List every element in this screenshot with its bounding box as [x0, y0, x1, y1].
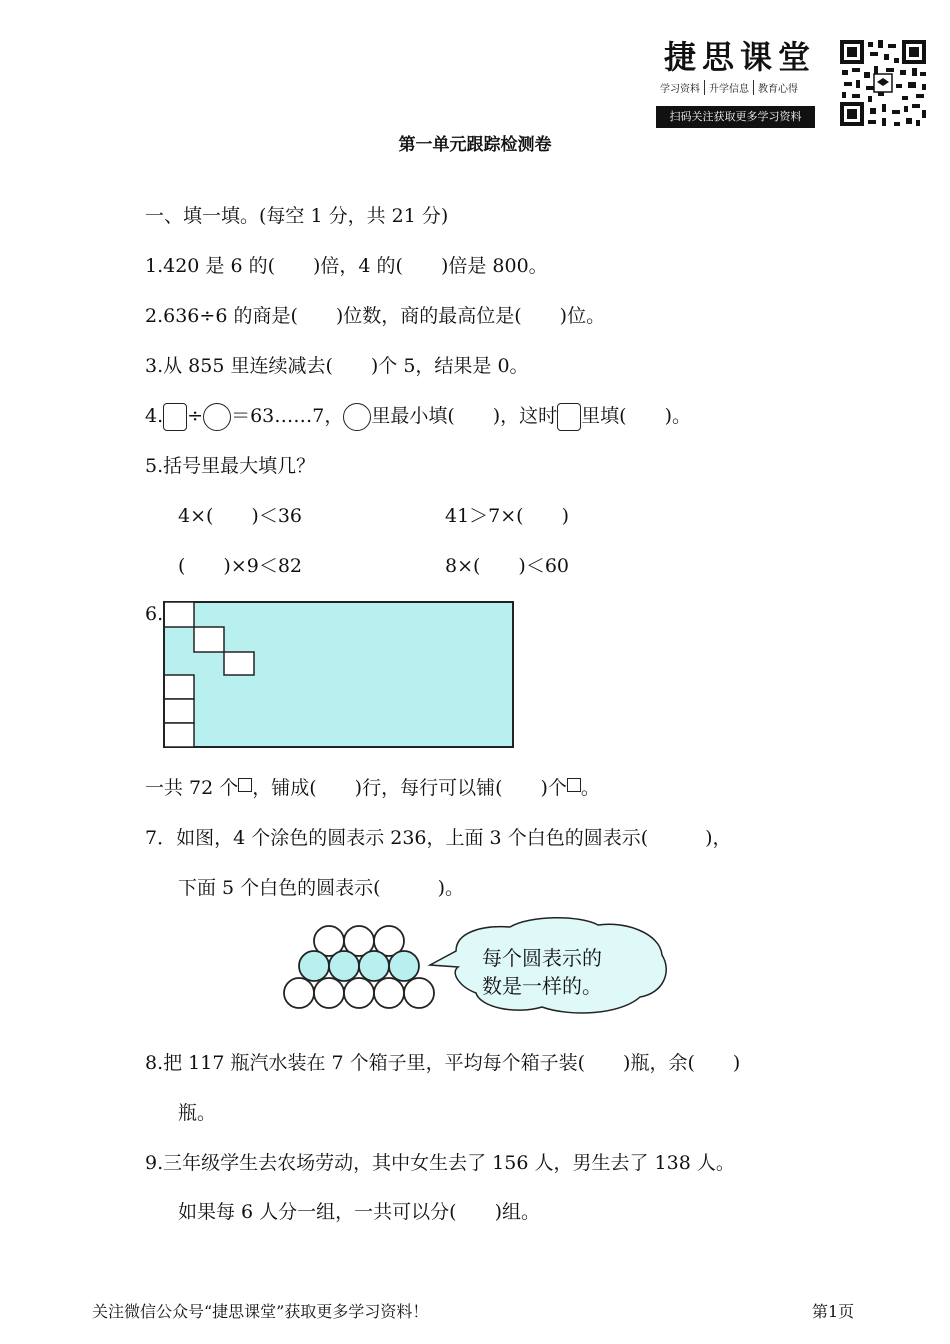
blank-circle-icon — [203, 403, 231, 431]
tiling-diagram — [160, 598, 518, 752]
question-6-number: 6. — [145, 603, 164, 625]
divide-sign: ÷ — [187, 405, 204, 427]
question-4-number: 4. — [145, 405, 164, 427]
question-4-equation: ＝63……7， — [231, 405, 344, 427]
shaded-circle — [299, 951, 329, 981]
qr-code-icon — [838, 38, 928, 128]
brand-category: 学习资料 — [656, 80, 705, 95]
brand-category: 教育心得 — [758, 84, 798, 95]
question-2: 2.636÷6 的商是( )位数，商的最高位是( )位。 — [145, 305, 606, 327]
white-circle — [344, 978, 374, 1008]
circles-diagram — [280, 915, 670, 1025]
question-6-text-2: ，铺成( )行，每行可以铺( )个 — [252, 777, 567, 799]
tile-square — [164, 602, 194, 627]
tile-square — [164, 699, 194, 723]
question-3: 3.从 855 里连续减去( )个 5，结果是 0。 — [145, 355, 529, 377]
question-6-text-1: 一共 72 个 — [145, 777, 239, 799]
question-8-line-2: 瓶。 — [178, 1102, 217, 1124]
blank-square-icon — [163, 403, 187, 431]
question-5b: 41＞7×( ) — [445, 505, 570, 527]
question-5: 5.括号里最大填几？ — [145, 455, 316, 477]
brand-name: 捷思课堂 — [664, 38, 817, 76]
shaded-circle — [359, 951, 389, 981]
question-5a: 4×( )＜36 — [178, 505, 303, 527]
brand-category: 升学信息 — [705, 80, 754, 95]
small-square-icon — [238, 778, 252, 792]
question-6-text — [145, 776, 600, 800]
blank-circle-icon — [343, 403, 371, 431]
question-5c: ( )×9＜82 — [178, 555, 303, 577]
page-number: 第1页 — [812, 1302, 855, 1321]
bubble-text-1: 每个圆表示的 — [482, 946, 602, 970]
question-6-text-3: 。 — [580, 777, 600, 799]
question-9-line-2: 如果每 6 人分一组，一共可以分( )组。 — [178, 1201, 540, 1223]
question-5d: 8×( )＜60 — [445, 555, 570, 577]
shaded-circle — [389, 951, 419, 981]
blank-square-icon — [557, 403, 581, 431]
small-square-icon — [567, 778, 581, 792]
brand-slogan: 扫码关注获取更多学习资料 — [656, 106, 815, 128]
tile-square — [164, 723, 194, 747]
page-title: 第一单元跟踪检测卷 — [398, 135, 552, 155]
tile-square — [194, 627, 224, 652]
shaded-circle — [329, 951, 359, 981]
question-9-line-1: 9.三年级学生去农场劳动，其中女生去了 156 人，男生去了 138 人。 — [145, 1152, 735, 1174]
section-heading: 一、填一填。(每空 1 分，共 21 分) — [145, 205, 449, 227]
tile-square — [224, 652, 254, 675]
question-4 — [145, 401, 691, 431]
white-circle — [314, 978, 344, 1008]
brand-categories — [656, 80, 802, 95]
white-circle — [284, 978, 314, 1008]
tile-square — [164, 675, 194, 699]
question-7-line-2: 下面 5 个白色的圆表示( )。 — [178, 877, 464, 899]
question-7-line-1: 7．如图，4 个涂色的圆表示 236，上面 3 个白色的圆表示( )， — [145, 827, 732, 849]
question-4-text-1: 里最小填( )，这时 — [371, 405, 558, 427]
tiling-rectangle — [164, 602, 513, 747]
question-8-line-1: 8.把 117 瓶汽水装在 7 个箱子里，平均每个箱子装( )瓶，余( ) — [145, 1052, 741, 1074]
white-circle — [404, 978, 434, 1008]
question-1: 1.420 是 6 的( )倍，4 的( )倍是 800。 — [145, 255, 548, 277]
footer-note: 关注微信公众号“捷思课堂”获取更多学习资料！ — [92, 1302, 429, 1321]
bubble-text-2: 数是一样的。 — [482, 974, 602, 998]
white-circle — [374, 978, 404, 1008]
question-4-text-2: 里填( )。 — [581, 405, 691, 427]
